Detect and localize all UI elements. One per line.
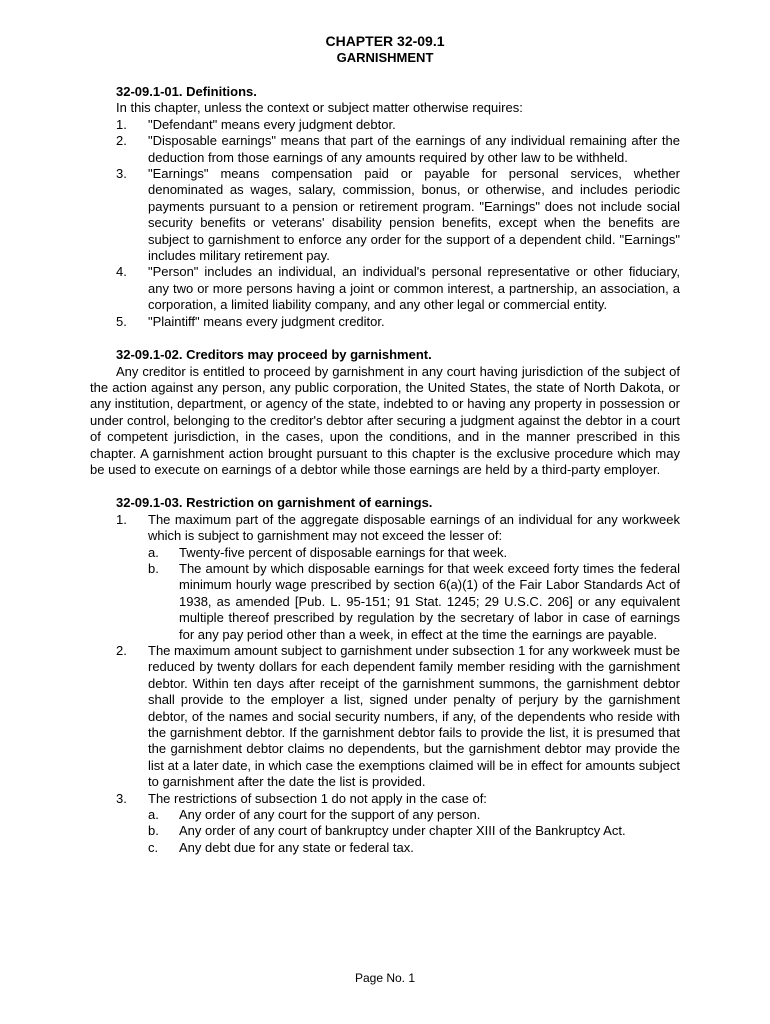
list-item <box>90 117 680 133</box>
item-number: 1. <box>116 511 127 527</box>
item-text: "Defendant" means every judgment debtor. <box>148 116 396 132</box>
item-text: "Plaintiff" means every judgment creditor. <box>148 313 385 329</box>
sub-item <box>90 545 680 561</box>
sub-item <box>90 840 680 856</box>
item-text: "Earnings" means compensation paid or payable for personal services, whether denominated as wages, salary, commission, bonus, or otherwise, and includes periodic payments pursuant to a pension or retirement program. "Earnings" does not include social security benefits or veterans' disability pension benefits, except when the benefits are subject to garnishment to enforce any order for the support of a dependent child. "Earnings" includes military retirement pay. <box>148 166 680 264</box>
item-number: 2. <box>116 133 127 149</box>
sub-item-text: Any debt due for any state or federal tax. <box>179 839 414 855</box>
sub-item-letter: c. <box>148 839 159 855</box>
section-title: 32-09.1-02. Creditors may proceed by garnishment. <box>116 347 432 363</box>
sub-item-text: Any order of any court for the support of any person. <box>179 807 481 823</box>
section-creditors <box>90 347 680 478</box>
section-restriction <box>90 495 680 856</box>
document-page <box>90 33 680 873</box>
section-definitions <box>90 84 680 330</box>
item-text: The restrictions of subsection 1 do not apply in the case of: <box>148 790 487 806</box>
section-intro: In this chapter, unless the context or subject matter otherwise requires: <box>116 100 523 116</box>
sub-item-text: Any order of any court of bankruptcy under chapter XIII of the Bankruptcy Act. <box>179 823 626 839</box>
sub-item <box>90 561 680 643</box>
item-number: 2. <box>116 643 127 658</box>
sub-item <box>90 823 680 839</box>
chapter-subject: GARNISHMENT <box>336 50 434 65</box>
section-body: Any creditor is entitled to proceed by garnishment in any court having jurisdiction of the subject of the action against any person, any public corporation, the United States, the state of North Dakota, or any institution, department, or agency of the state, indebted to or having any property in possession or under control, belonging to the creditor's debtor after securing a judgment against the debtor in a court of competent jurisdiction, in the cases, upon the conditions, and in the manner prescribed in this chapter. A garnishment action brought pursuant to this chapter is the exclusive procedure which may be used to execute on earnings of a debtor while those earnings are held by a third-party employer. <box>90 363 680 477</box>
item-text: "Person" includes an individual, an individual's personal representative or other fiduciary, any two or more persons having a joint or common interest, a partnership, an association, a corporation, a limited liability company, and any other legal or commercial entity. <box>148 264 680 313</box>
list-item <box>90 166 680 264</box>
sub-item-text: Twenty-five percent of disposable earnings for that week. <box>179 544 508 560</box>
item-number: 1. <box>116 116 127 132</box>
item-text: "Disposable earnings" means that part of the earnings of any individual remaining after the deduction from those earnings of any amounts required by other law to be withheld. <box>148 133 680 165</box>
list-item <box>90 314 680 330</box>
list-item <box>90 264 680 313</box>
item-number: 3. <box>116 166 127 182</box>
sub-item-letter: a. <box>148 544 159 560</box>
list-item <box>90 643 680 791</box>
section-title: 32-09.1-03. Restriction on garnishment of earnings. <box>116 495 433 511</box>
item-number: 5. <box>116 313 127 329</box>
sub-item-letter: a. <box>148 807 159 823</box>
page-number: Page No. 1 <box>354 971 416 985</box>
list-item <box>90 133 680 166</box>
sub-item <box>90 807 680 823</box>
item-number: 4. <box>116 264 127 280</box>
list-item <box>90 791 680 807</box>
sub-item-letter: b. <box>148 823 159 839</box>
list-item <box>90 512 680 545</box>
item-text: The maximum part of the aggregate disposable earnings of an individual for any workweek which is subject to garnishment may not exceed the lesser of: <box>148 511 680 544</box>
sub-item-text: The amount by which disposable earnings for that week exceed forty times the federal minimum hourly wage prescribed by section 6(a)(1) of the Fair Labor Standards Act of 1938, as amended [Pub. L. 95-151; 91 Stat. 1245; 29 U.S.C. 206] or any equivalent multiple thereof prescribed by regulation by the secretary of labor in case of earnings for any pay period other than a week, in effect at the time the earnings are payable. <box>179 560 680 642</box>
sub-item-letter: b. <box>148 560 159 576</box>
item-number: 3. <box>116 790 127 806</box>
item-text: The maximum amount subject to garnishment under subsection 1 for any workweek must be reduced by twenty dollars for each dependent family member residing with the garnishment debtor. Within ten days after receipt of the garnishment summons, the garnishment debtor shall provide to the employer a list, signed under penalty of perjury by the garnishment debtor, of the names and social security numbers, if any, of the dependents who reside with the garnishment debtor. If the garnishment debtor fails to provide the list, it is presumed that the garnishment debtor claims no dependents, but the garnishment debtor may provide the list at a later date, in which case the exemptions claimed will be in effect for amounts subject to garnishment after the date the list is provided. <box>148 643 680 790</box>
chapter-title: CHAPTER 32-09.1 <box>325 33 445 49</box>
section-title: 32-09.1-01. Definitions. <box>116 84 257 99</box>
